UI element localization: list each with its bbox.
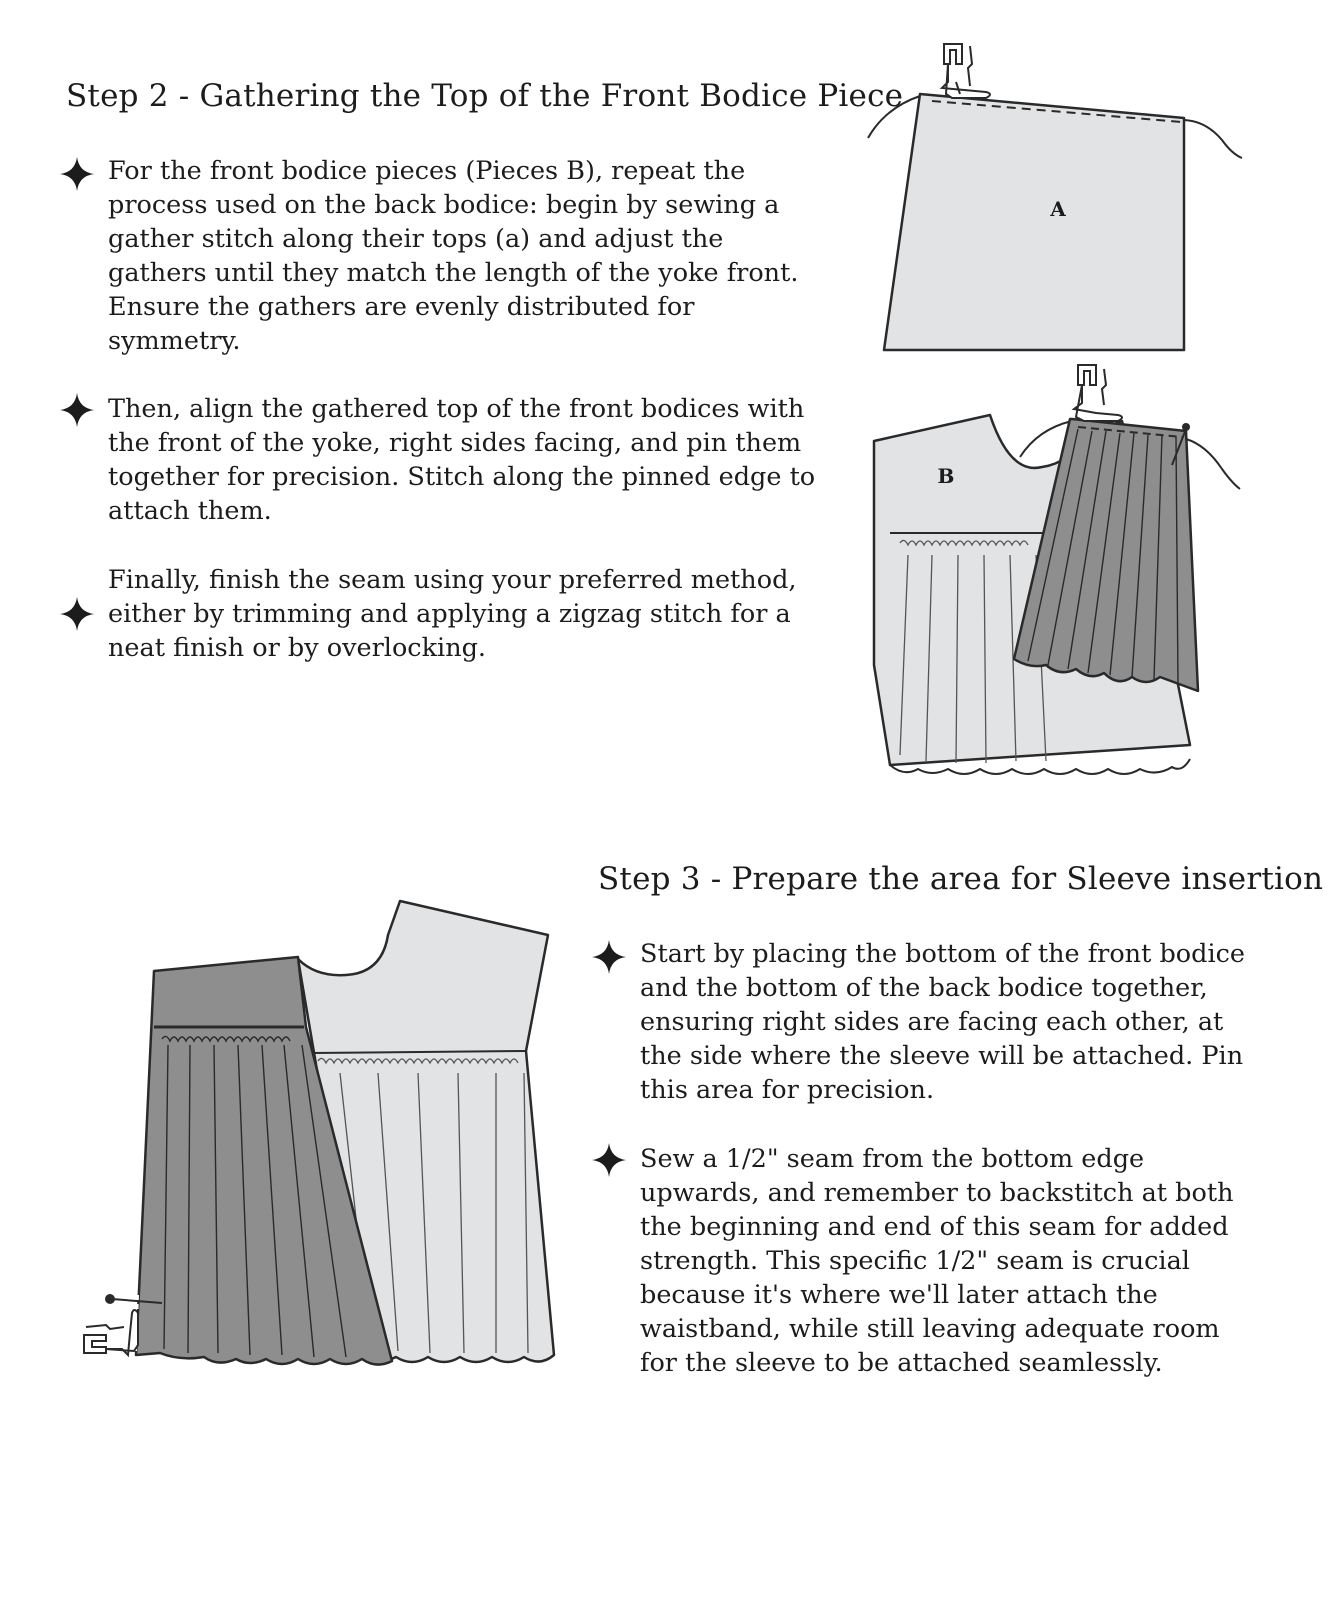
bullet-star-icon (60, 157, 94, 191)
step2-bullet-3: Finally, finish the seam using your preferred method, either by trimming and applying a zigzag stitch for a neat finish or by overlocking. (108, 565, 797, 663)
bullet-star-icon (592, 940, 626, 974)
side-seam-illustration (78, 895, 568, 1375)
piece-b-label: B (937, 464, 955, 488)
step3-heading: Step 3 - Prepare the area for Sleeve insertion (598, 861, 1324, 897)
step2-heading: Step 2 - Gathering the Top of the Front Bodice Piece (66, 78, 904, 114)
step3-bullet-2: Sew a 1/2" seam from the bottom edge upwards, and remember to backstitch at both the beginning and end of this seam for added strength. This specific 1/2" seam is crucial because it's where we'll later attach the waistband, while still leaving adequate room for the sleeve to be attached seamlessly. (640, 1144, 1234, 1378)
step2-bullet-1: For the front bodice pieces (Pieces B), repeat the process used on the back bodice: begin by sewing a gather stitch along their tops (a) and adjust the gathers until they match the length of the yoke front. Ensure the gathers are evenly distributed for symmetry. (108, 156, 799, 356)
step3-bullet-1: Start by placing the bottom of the front bodice and the bottom of the back bodice together, ensuring right sides are facing each other, at the side where the sleeve will be attached. Pin this area for precision. (640, 939, 1245, 1105)
piece-a-label: A (1050, 197, 1066, 221)
step2-bullet-2: Then, align the gathered top of the front bodices with the front of the yoke, right sides facing, and pin them together for precision. Stitch along the pinned edge to attach them. (108, 394, 816, 526)
bullet-star-icon (60, 597, 94, 631)
bullet-star-icon (592, 1143, 626, 1177)
piece-a-gather-stitch-illustration (860, 38, 1250, 358)
presser-foot-icon (1074, 365, 1122, 421)
front-bodice-yoke-illustration (860, 365, 1250, 785)
presser-foot-icon (942, 44, 990, 98)
bullet-star-icon (60, 393, 94, 427)
presser-foot-icon (84, 1310, 138, 1355)
